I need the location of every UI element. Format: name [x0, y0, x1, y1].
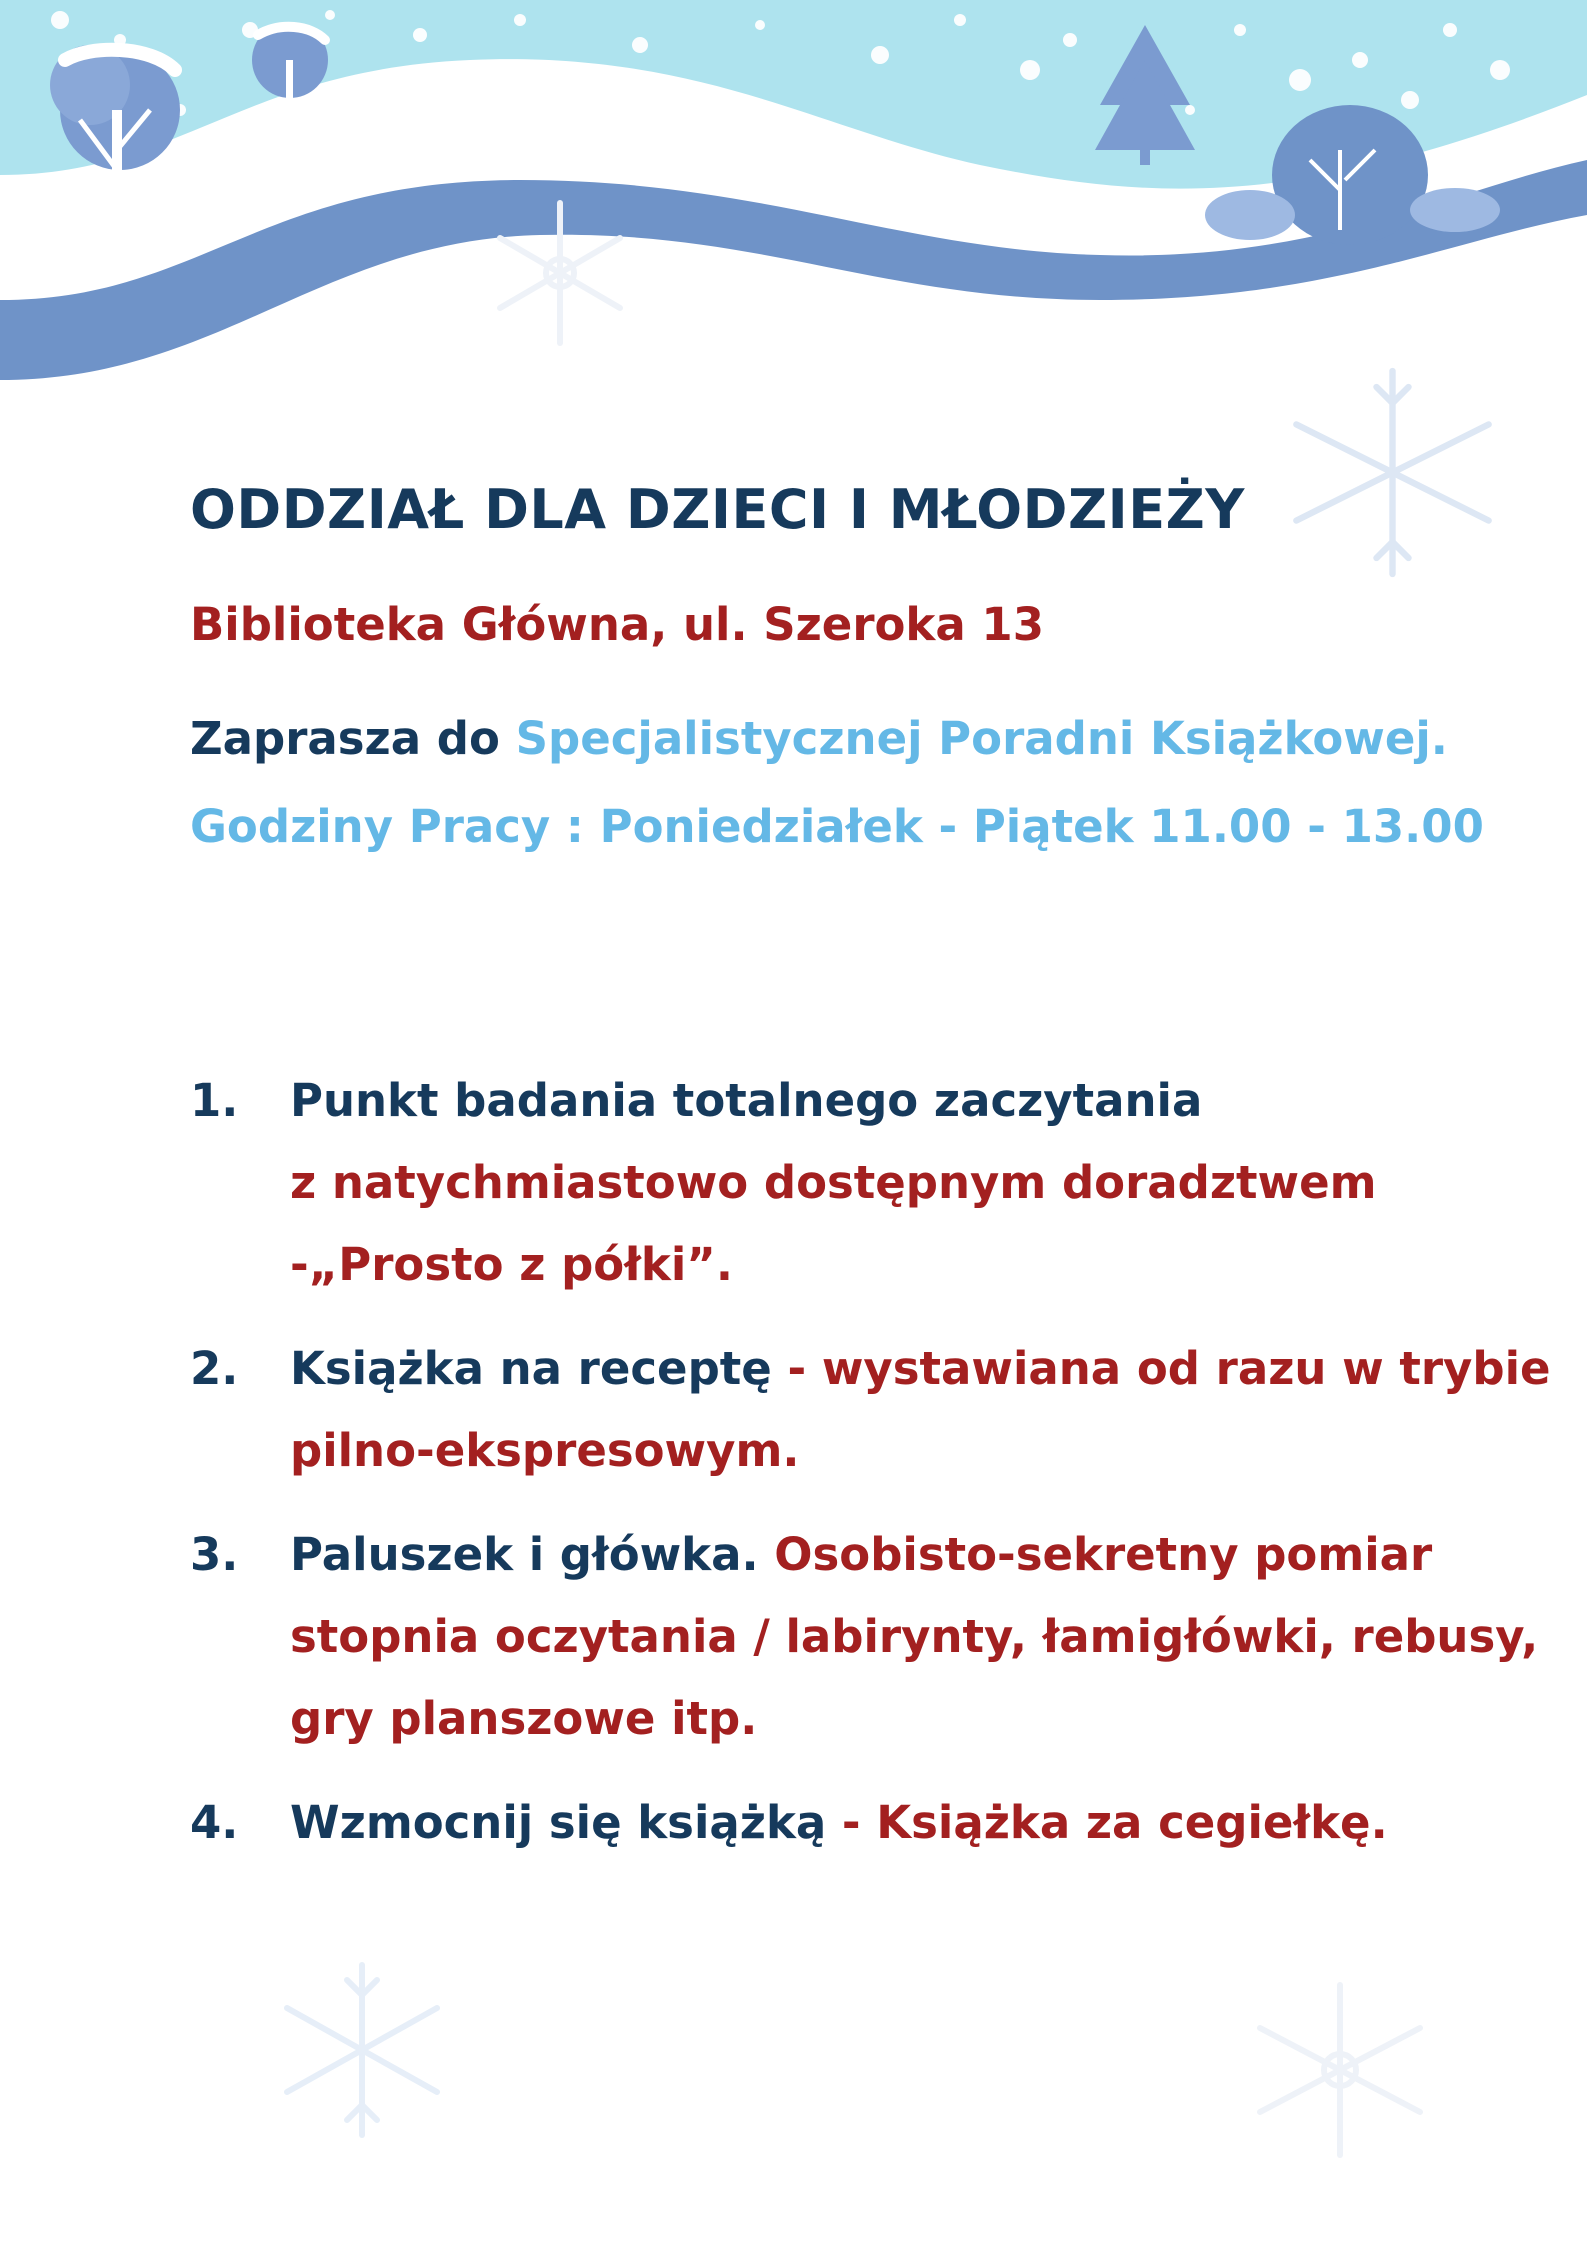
opening-hours: Godziny Pracy : Poniedziałek - Piątek 11.00 - 13.00 [190, 800, 1484, 853]
item-line: z natychmiastowo dostępnym doradztwem [290, 1156, 1377, 1209]
item-line: Osobisto-sekretny pomiar [758, 1528, 1433, 1581]
snowflake-icon [272, 1960, 452, 2140]
item-line: stopnia oczytania / labirynty, łamigłówki, rebusy, [290, 1610, 1539, 1663]
item-line: - Książka za cegiełkę. [826, 1796, 1388, 1849]
item-line: - wystawiana od razu w trybie [771, 1342, 1551, 1395]
list-item [190, 1514, 1539, 1760]
list-item [190, 1782, 1490, 1864]
invitation-highlight: Specjalistycznej Poradni Książkowej. [515, 712, 1448, 765]
item-lead: Wzmocnij się książką [290, 1796, 827, 1849]
page-title: ODDZIAŁ DLA DZIECI I MŁODZIEŻY [190, 478, 1245, 541]
item-line: pilno-ekspresowym. [290, 1424, 800, 1477]
invitation-line [190, 712, 1448, 765]
services-list [190, 1060, 1551, 1886]
winter-landscape-header [0, 0, 1587, 400]
list-item [190, 1328, 1551, 1492]
library-address: Biblioteka Główna, ul. Szeroka 13 [190, 598, 1045, 651]
item-number: 2. [190, 1342, 239, 1395]
snowflake-icon [485, 198, 635, 348]
snowflake-icon [1275, 365, 1510, 580]
list-item [190, 1060, 1490, 1306]
item-lead: Paluszek i główka. [290, 1528, 759, 1581]
item-line: Punkt badania totalnego zaczytania [290, 1074, 1203, 1127]
snowflake-icon [1245, 1980, 1435, 2160]
item-number: 1. [190, 1074, 239, 1127]
item-number: 3. [190, 1528, 239, 1581]
invitation-prefix: Zaprasza do [190, 712, 516, 765]
item-lead: Książka na receptę [290, 1342, 772, 1395]
item-line: -„Prosto z półki”. [290, 1238, 733, 1291]
item-line: gry planszowe itp. [290, 1692, 758, 1745]
item-number: 4. [190, 1796, 239, 1849]
